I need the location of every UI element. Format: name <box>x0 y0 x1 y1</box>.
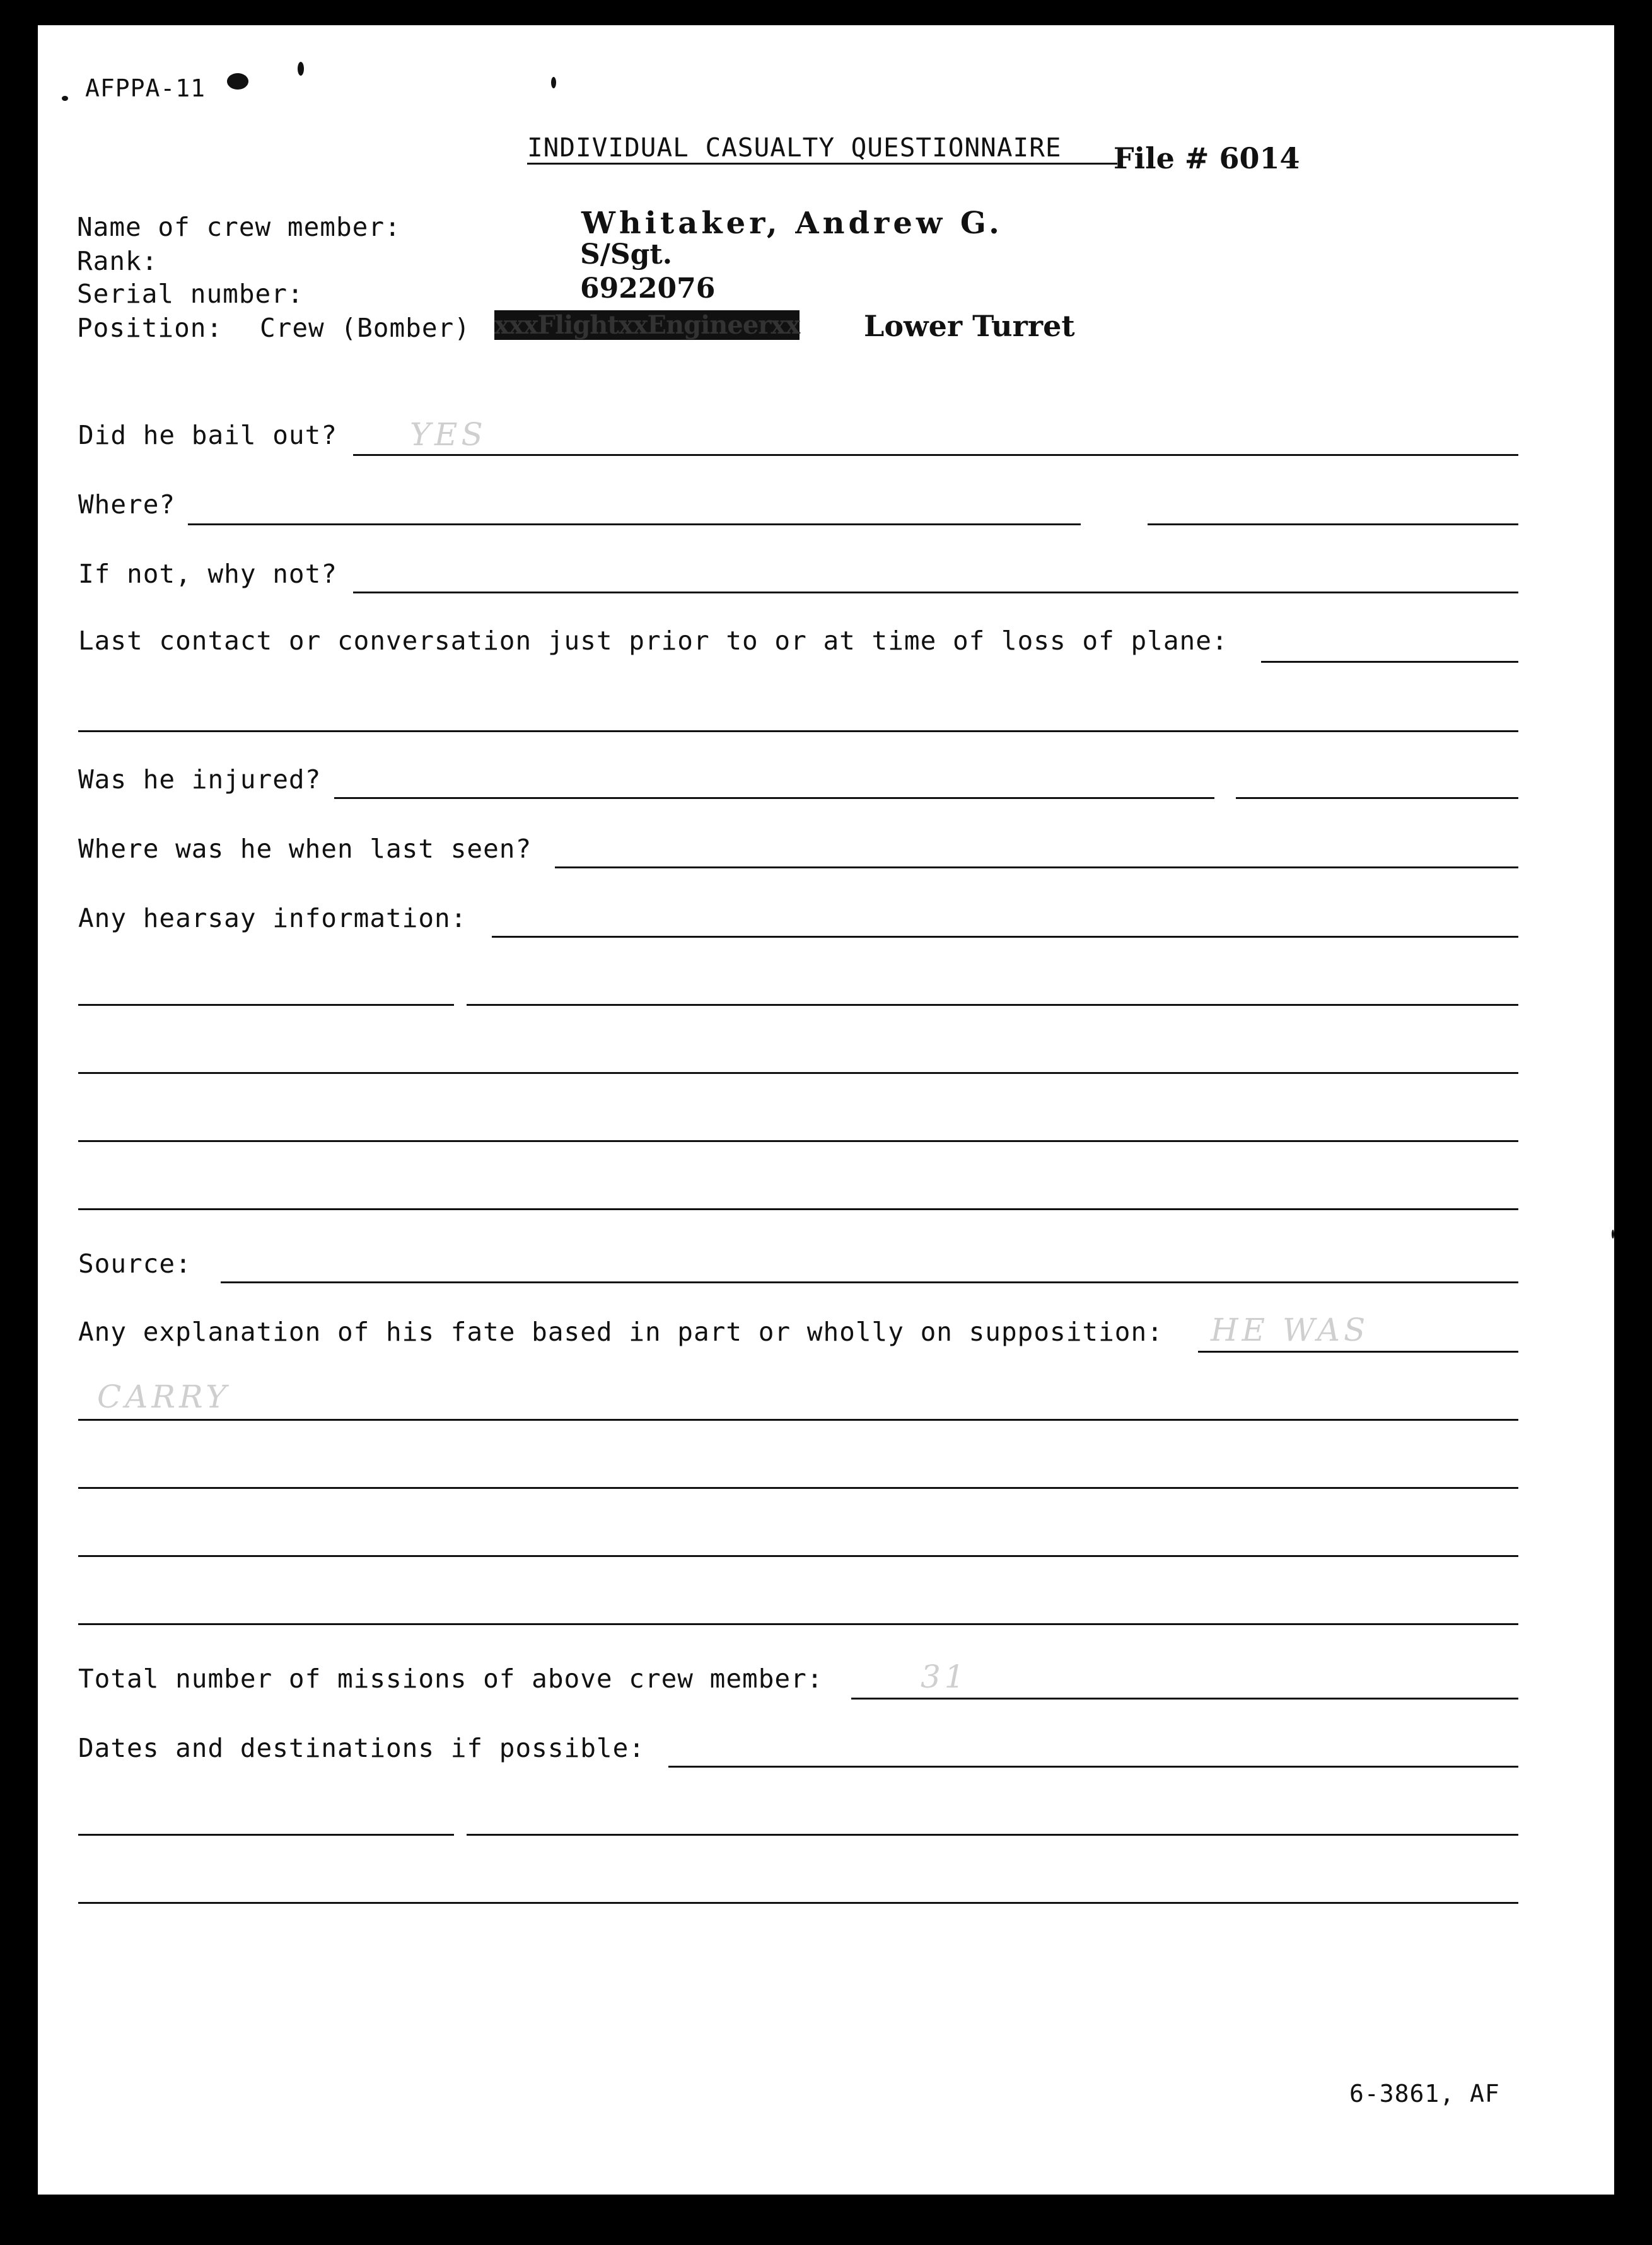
hearsay-line-5 <box>78 1208 1518 1210</box>
source-question: Source: <box>78 1249 192 1279</box>
questionnaire-page <box>38 25 1614 2195</box>
scan-speck <box>551 77 556 88</box>
hearsay-line-2b <box>467 1004 1518 1006</box>
last-seen-line <box>555 866 1518 868</box>
last-contact-line-2 <box>78 730 1518 732</box>
last-contact-question: Last contact or conversation just prior to or at time of loss of plane: <box>78 626 1228 656</box>
explanation-line-5 <box>78 1623 1518 1625</box>
position-crew: Crew (Bomber) <box>260 313 470 343</box>
position-value: Lower Turret <box>864 309 1075 343</box>
explanation-question: Any explanation of his fate based in part or wholly on supposition: <box>78 1317 1163 1347</box>
hearsay-line-4 <box>78 1140 1518 1142</box>
missions-question: Total number of missions of above crew member: <box>78 1664 823 1694</box>
explanation-answer-2: CARRY <box>97 1379 231 1415</box>
crew-name-label: Name of crew member: <box>77 212 401 242</box>
hearsay-question: Any hearsay information: <box>78 903 467 933</box>
scan-speck <box>227 73 248 90</box>
source-line <box>221 1281 1518 1283</box>
crew-name-value: Whitaker, Andrew G. <box>581 206 1003 241</box>
position-struck: xxxFlightxxEngineerxx <box>494 310 800 340</box>
injured-line-1 <box>334 797 1214 799</box>
serial-label: Serial number: <box>77 279 304 309</box>
hearsay-line-3 <box>78 1072 1518 1074</box>
if-not-line <box>353 592 1518 593</box>
where-question: Where? <box>78 489 176 520</box>
rank-label: Rank: <box>77 246 158 276</box>
explanation-line-2 <box>78 1419 1518 1421</box>
explanation-answer: HE WAS <box>1211 1312 1370 1348</box>
rank-value: S/Sgt. <box>580 238 673 271</box>
form-id: AFPPA-11 <box>85 74 206 102</box>
dates-question: Dates and destinations if possible: <box>78 1733 645 1763</box>
explanation-line-4 <box>78 1555 1518 1557</box>
title-underline <box>527 163 1117 165</box>
dates-line-2a <box>78 1834 454 1836</box>
missions-answer: 31 <box>921 1659 969 1695</box>
injured-question: Was he injured? <box>78 764 322 795</box>
last-contact-line-1 <box>1261 661 1518 663</box>
dates-line-3 <box>78 1902 1518 1904</box>
where-line-1 <box>188 523 1081 525</box>
bail-out-answer: YES <box>410 416 487 453</box>
serial-value: 6922076 <box>580 272 716 305</box>
dates-line-1 <box>668 1766 1518 1768</box>
where-line-2 <box>1148 523 1518 525</box>
form-title: INDIVIDUAL CASUALTY QUESTIONNAIRE <box>527 132 1062 163</box>
injured-line-2 <box>1236 797 1518 799</box>
missions-line <box>851 1698 1518 1700</box>
hearsay-line-1 <box>492 936 1518 938</box>
scan-speck <box>62 96 68 101</box>
position-label: Position: <box>77 313 223 343</box>
scan-speck <box>1612 1230 1614 1239</box>
form-number: 6-3861, AF <box>1349 2080 1500 2108</box>
last-seen-question: Where was he when last seen? <box>78 834 532 864</box>
scan-speck <box>298 62 304 76</box>
dates-line-2b <box>467 1834 1518 1836</box>
explanation-line-3 <box>78 1487 1518 1489</box>
explanation-line-1 <box>1198 1351 1518 1353</box>
bail-out-line <box>353 454 1518 456</box>
if-not-question: If not, why not? <box>78 559 337 589</box>
file-number: File # 6014 <box>1114 141 1300 175</box>
hearsay-line-2a <box>78 1004 454 1006</box>
bail-out-question: Did he bail out? <box>78 420 337 450</box>
